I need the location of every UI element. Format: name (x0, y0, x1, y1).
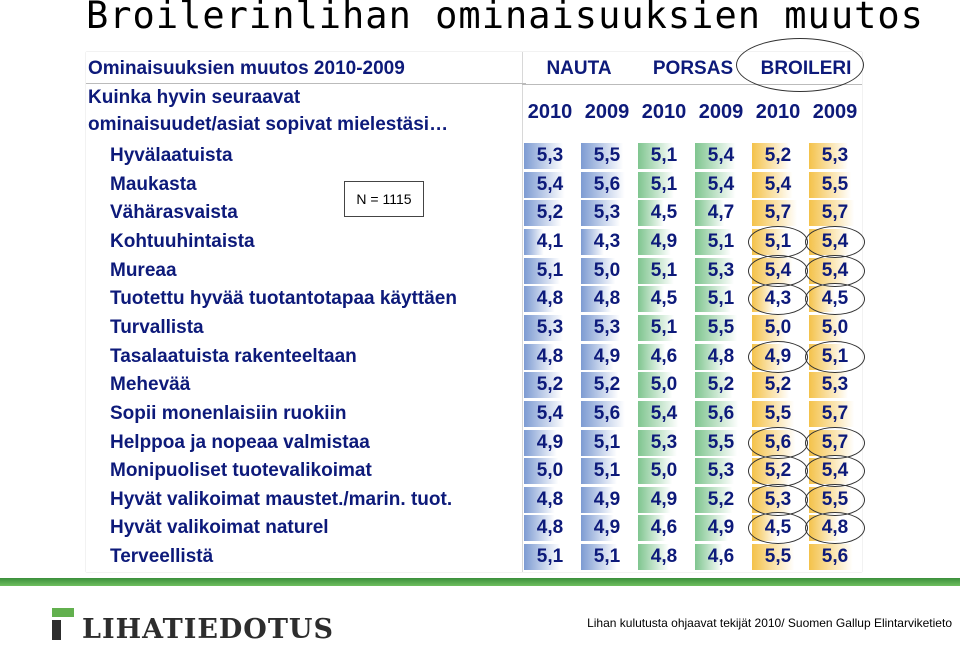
table-cell-porsas: 4,9 (638, 229, 690, 255)
table-cell-porsas: 4,5 (638, 200, 690, 226)
sample-size-box: N = 1115 (344, 181, 424, 217)
year-header-nauta-2009: 2009 (584, 101, 630, 123)
table-cell-nauta: 5,5 (581, 143, 633, 169)
table-cell-broileri: 5,0 (752, 315, 804, 341)
table-cell-porsas: 5,1 (695, 229, 747, 255)
table-cell-porsas: 5,1 (695, 286, 747, 312)
row-label: Helppoa ja nopeaa valmistaa (110, 431, 370, 453)
table-cell-porsas: 4,8 (695, 344, 747, 370)
table-cell-nauta: 4,8 (524, 515, 576, 541)
table-cell-nauta: 4,3 (581, 229, 633, 255)
table-cell-porsas: 5,4 (695, 172, 747, 198)
table-cell-broileri: 5,4 (752, 172, 804, 198)
value-highlight-ellipse (805, 226, 865, 258)
table-header-question-line-1: Kuinka hyvin seuraavat (88, 87, 301, 108)
table-cell-nauta: 4,1 (524, 229, 576, 255)
table-cell-broileri: 5,5 (809, 487, 861, 513)
table-cell-porsas: 4,6 (638, 515, 690, 541)
table-cell-nauta: 5,0 (524, 458, 576, 484)
table-cell-broileri: 5,1 (752, 229, 804, 255)
table-cell-porsas: 5,3 (638, 430, 690, 456)
table-cell-nauta: 5,2 (524, 200, 576, 226)
value-highlight-ellipse (805, 484, 865, 516)
table-cell-broileri: 5,7 (809, 401, 861, 427)
table-cell-broileri: 5,3 (809, 372, 861, 398)
row-label: Terveellistä (110, 546, 214, 568)
row-label: Kohtuuhintaista (110, 230, 255, 252)
table-cell-nauta: 5,3 (581, 315, 633, 341)
value-highlight-ellipse (748, 427, 808, 459)
table-cell-nauta: 5,6 (581, 172, 633, 198)
row-label: Mureaa (110, 259, 177, 281)
table-cell-broileri: 5,2 (752, 458, 804, 484)
table-cell-porsas: 5,4 (695, 143, 747, 169)
table-cell-broileri: 4,5 (809, 286, 861, 312)
table-cell-broileri: 5,4 (809, 258, 861, 284)
table-cell-porsas: 5,6 (695, 401, 747, 427)
source-note: Lihan kulutusta ohjaavat tekijät 2010/ Suomen Gallup Elintarviketieto (587, 616, 952, 630)
table-cell-nauta: 4,8 (581, 286, 633, 312)
table-cell-nauta: 5,1 (581, 458, 633, 484)
table-cell-porsas: 4,6 (638, 344, 690, 370)
table-header-left (88, 56, 522, 138)
value-highlight-ellipse (805, 255, 865, 287)
table-cell-nauta: 4,9 (581, 515, 633, 541)
table-cell-porsas: 4,9 (695, 515, 747, 541)
logo-mark-icon (52, 608, 74, 640)
table-cell-nauta: 4,9 (581, 344, 633, 370)
table-cell-nauta: 4,9 (581, 487, 633, 513)
row-label: Hyvälaatuista (110, 145, 233, 166)
table-cell-broileri: 5,2 (752, 372, 804, 398)
year-header-porsas-2010: 2010 (641, 101, 687, 123)
table-cell-nauta: 4,8 (524, 286, 576, 312)
value-highlight-ellipse (805, 455, 865, 487)
logo-text: LIHATIEDOTUS (82, 614, 334, 645)
table-cell-nauta: 5,4 (524, 172, 576, 198)
row-label: Mehevää (110, 374, 191, 396)
header-rule (86, 83, 526, 84)
group-header-broileri: BROILERI (760, 58, 852, 79)
table-cell-porsas: 5,5 (695, 315, 747, 341)
row-label: Hyvät valikoimat maustet./marin. tuot. (110, 488, 453, 510)
table-cell-broileri: 5,0 (809, 315, 861, 341)
table-cell-broileri: 5,6 (809, 544, 861, 570)
table-cell-nauta: 4,8 (524, 344, 576, 370)
table-cell-porsas: 5,1 (638, 143, 690, 169)
table-cell-nauta: 5,3 (581, 200, 633, 226)
row-label: Tasalaatuista rakenteeltaan (110, 345, 357, 367)
table-cell-broileri: 5,2 (752, 143, 804, 169)
row-label: Hyvät valikoimat naturel (110, 517, 329, 539)
table-cell-broileri: 5,4 (752, 258, 804, 284)
table-cell-porsas: 5,1 (638, 258, 690, 284)
table-cell-porsas: 5,0 (638, 372, 690, 398)
group-header-porsas: PORSAS (652, 58, 734, 79)
table-cell-porsas: 4,6 (695, 544, 747, 570)
table-cell-broileri: 5,3 (752, 487, 804, 513)
table-cell-nauta: 5,1 (524, 258, 576, 284)
table-cell-broileri: 5,5 (809, 172, 861, 198)
value-highlight-ellipse (748, 226, 808, 258)
broileri-highlight-ellipse (736, 38, 864, 92)
value-highlight-ellipse (748, 455, 808, 487)
table-cell-nauta: 5,2 (524, 372, 576, 398)
table-cell-broileri: 5,4 (809, 458, 861, 484)
table-cell-porsas: 4,9 (638, 487, 690, 513)
row-label: Monipuoliset tuotevalikoimat (110, 460, 372, 482)
table-cell-porsas: 5,3 (695, 258, 747, 284)
table-cell-broileri: 5,7 (809, 430, 861, 456)
table-cell-broileri: 5,6 (752, 430, 804, 456)
table-cell-nauta: 5,1 (524, 544, 576, 570)
page-title: Broilerinlihan ominaisuuksien muutos (86, 0, 924, 37)
table-cell-broileri: 5,3 (809, 143, 861, 169)
table-cell-nauta: 5,6 (581, 401, 633, 427)
year-header-broileri-2009: 2009 (812, 101, 858, 123)
value-highlight-ellipse (748, 484, 808, 516)
table-cell-porsas: 5,2 (695, 487, 747, 513)
table-cell-porsas: 5,0 (638, 458, 690, 484)
table-cell-broileri: 5,4 (809, 229, 861, 255)
column-divider (522, 52, 523, 572)
table-header-title: Ominaisuuksien muutos 2010-2009 (88, 58, 405, 79)
table-cell-nauta: 4,8 (524, 487, 576, 513)
value-highlight-ellipse (748, 341, 808, 373)
row-label: Turvallista (110, 316, 204, 338)
table-cell-broileri: 5,1 (809, 344, 861, 370)
year-header-broileri-2010: 2010 (755, 101, 801, 123)
table-cell-porsas: 4,7 (695, 200, 747, 226)
table-cell-broileri: 5,7 (809, 200, 861, 226)
table-cell-nauta: 5,1 (581, 430, 633, 456)
table-cell-porsas: 4,5 (638, 286, 690, 312)
year-header-nauta-2010: 2010 (527, 101, 573, 123)
row-label: Maukasta (110, 173, 197, 195)
table-cell-broileri: 4,5 (752, 515, 804, 541)
table-cell-broileri: 4,3 (752, 286, 804, 312)
table-cell-porsas: 4,8 (638, 544, 690, 570)
table-cell-porsas: 5,5 (695, 430, 747, 456)
table-cell-nauta: 5,4 (524, 401, 576, 427)
table-cell-broileri: 5,5 (752, 401, 804, 427)
table-cell-broileri: 4,9 (752, 344, 804, 370)
table-cell-nauta: 5,2 (581, 372, 633, 398)
table-cell-broileri: 5,7 (752, 200, 804, 226)
table-cell-porsas: 5,4 (638, 401, 690, 427)
value-highlight-ellipse (805, 341, 865, 373)
value-highlight-ellipse (805, 427, 865, 459)
table-cell-broileri: 5,5 (752, 544, 804, 570)
table-cell-porsas: 5,1 (638, 315, 690, 341)
row-label: Tuotettu hyvää tuotantotapaa käyttäen (110, 288, 457, 310)
value-highlight-ellipse (748, 255, 808, 287)
table-cell-porsas: 5,1 (638, 172, 690, 198)
table-cell-broileri: 4,8 (809, 515, 861, 541)
row-label: Vähärasvaista (110, 202, 238, 224)
table-cell-nauta: 5,3 (524, 143, 576, 169)
group-header-nauta: NAUTA (546, 58, 612, 79)
table-header-question-line-2: ominaisuudet/asiat sopivat mielestäsi… (88, 114, 449, 135)
table-cell-nauta: 5,3 (524, 315, 576, 341)
table-cell-nauta: 4,9 (524, 430, 576, 456)
row-label: Sopii monenlaisiin ruokiin (110, 402, 347, 424)
footer-bar (0, 578, 960, 586)
year-header-porsas-2009: 2009 (698, 101, 744, 123)
table-cell-porsas: 5,3 (695, 458, 747, 484)
table-cell-porsas: 5,2 (695, 372, 747, 398)
table-cell-nauta: 5,0 (581, 258, 633, 284)
table-cell-nauta: 5,1 (581, 544, 633, 570)
